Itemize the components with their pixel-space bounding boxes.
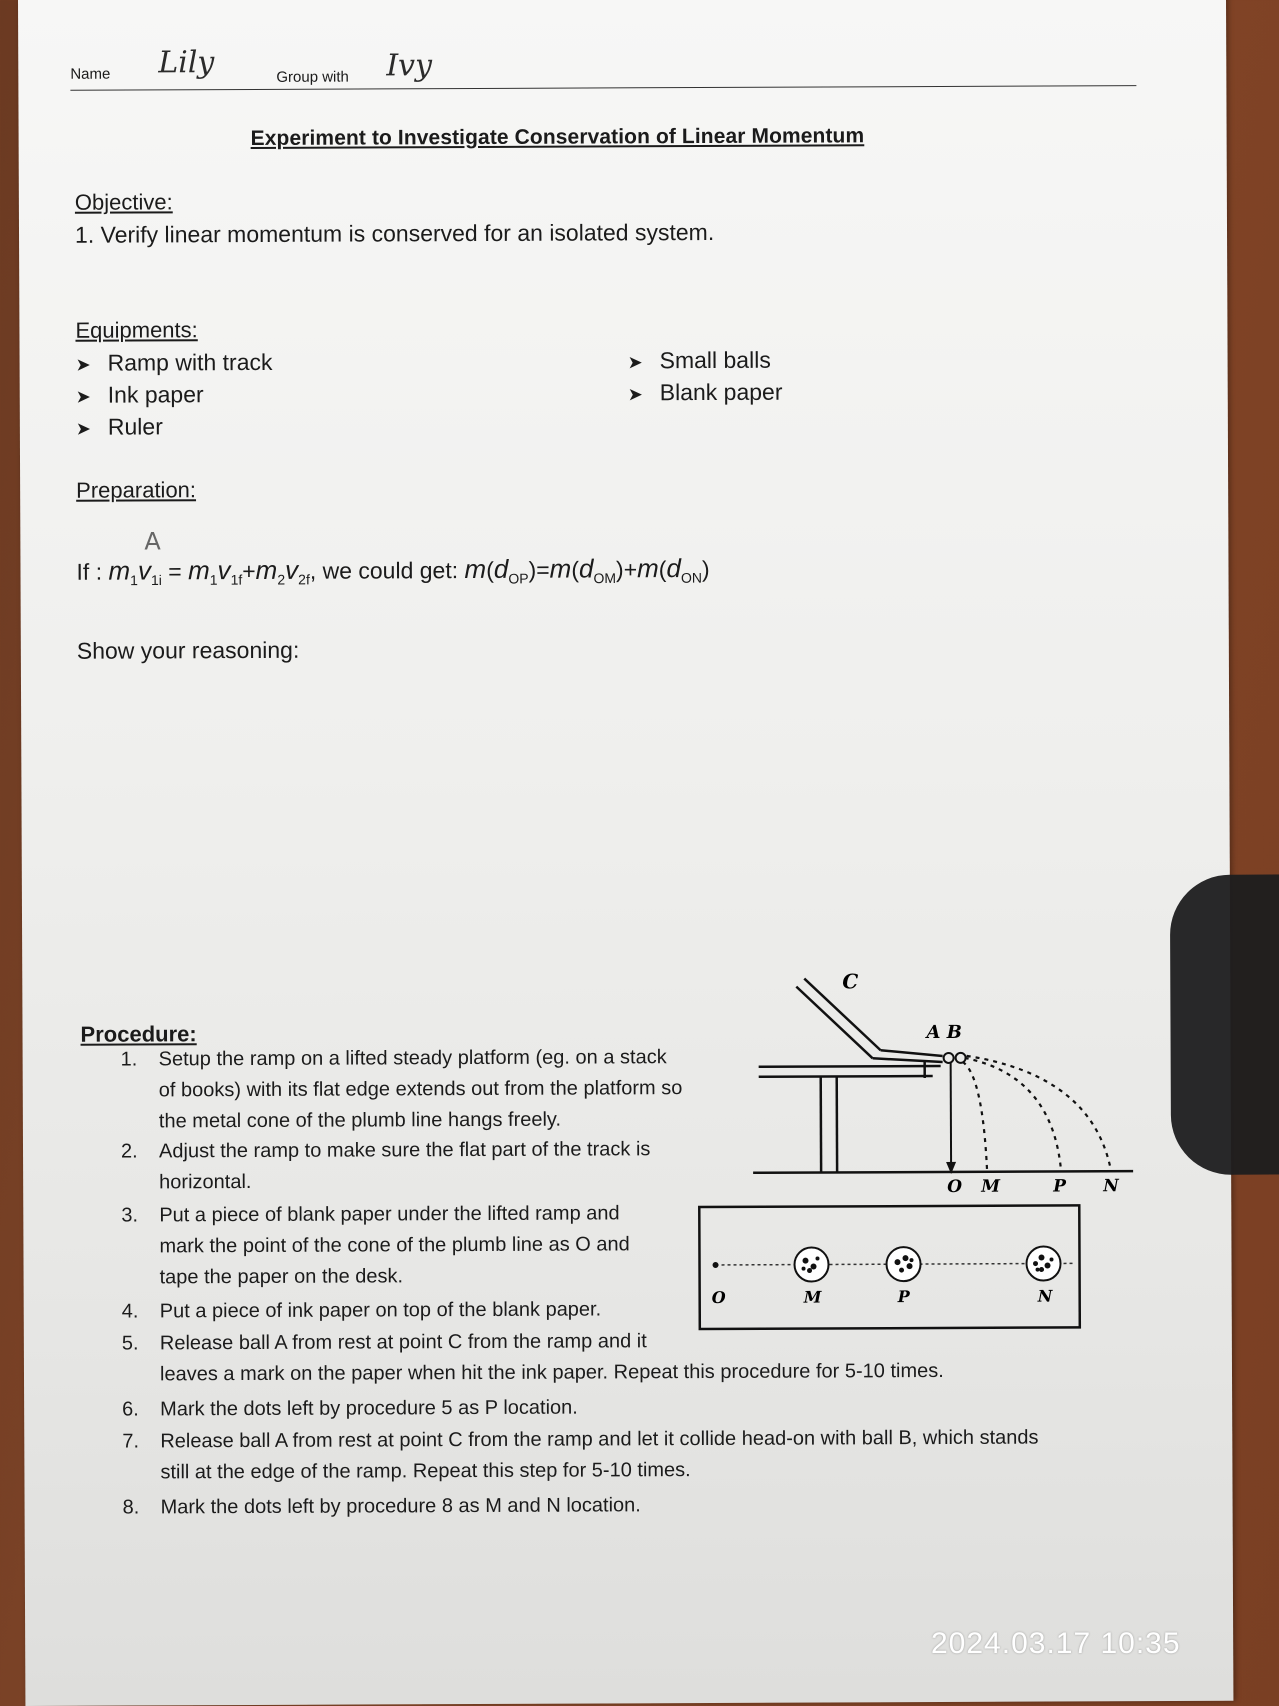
- preparation-heading: Preparation:: [76, 477, 197, 503]
- name-handwriting: Lily: [158, 45, 215, 81]
- arrow-bullet-icon: ➤: [627, 352, 643, 373]
- equipment-heading: Equipments:: [75, 317, 198, 343]
- arrow-bullet-icon: ➤: [627, 384, 643, 405]
- procedure-step: 2. Adjust the ramp to make sure the flat part of the track is horizontal.: [120, 1138, 651, 1194]
- equipment-item: ➤ Ink paper: [75, 381, 204, 408]
- dark-object-shadow: [1170, 874, 1279, 1175]
- paper-label-p: P: [897, 1287, 910, 1307]
- procedure-step: 5. Release ball A from rest at point C from the ramp and it leaves a mark on the paper when hit the ink paper. Repeat this procedure for 5-10 times.: [121, 1330, 944, 1386]
- mark-cluster-p: [886, 1247, 920, 1281]
- floor-label-m: M: [981, 1176, 1001, 1197]
- floor-label-o: O: [947, 1176, 963, 1197]
- arrow-bullet-icon: ➤: [75, 418, 92, 439]
- procedure-step: 3. Put a piece of blank paper under the lifted ramp and mark the point of the cone of the plumb line as O and tape the paper on the desk.: [121, 1202, 630, 1289]
- objective-heading: Objective:: [74, 189, 173, 215]
- paper-label-o: O: [711, 1287, 726, 1307]
- group-label: Group with: [276, 68, 349, 86]
- handwritten-annotation: A: [144, 527, 161, 556]
- equipment-item: ➤ Small balls: [627, 346, 771, 374]
- floor-label-p: P: [1053, 1176, 1067, 1197]
- reasoning-prompt: Show your reasoning:: [76, 636, 300, 664]
- group-handwriting: Ivy: [386, 48, 433, 84]
- arrow-bullet-icon: ➤: [75, 354, 91, 375]
- paper-label-m: M: [803, 1287, 822, 1307]
- equipment-item: ➤ Ruler: [75, 413, 163, 440]
- floor-label-n: N: [1103, 1176, 1119, 1197]
- page-title: Experiment to Investigate Conservation of Linear Momentum: [250, 124, 865, 150]
- mark-cluster-n: [1026, 1246, 1060, 1280]
- procedure-step: 6. Mark the dots left by procedure 5 as P location.: [122, 1396, 578, 1421]
- arrow-bullet-icon: ➤: [75, 386, 91, 407]
- procedure-step: 4. Put a piece of ink paper on top of the blank paper.: [121, 1298, 602, 1323]
- paper-label-n: N: [1037, 1286, 1053, 1306]
- procedure-step: 8. Mark the dots left by procedure 8 as M and N location.: [122, 1494, 641, 1519]
- equipment-item: ➤ Blank paper: [627, 378, 783, 406]
- label-ab: A B: [926, 1021, 963, 1044]
- momentum-apparatus-diagram: [682, 965, 1154, 1337]
- equipment-item: ➤ Ramp with track: [75, 348, 273, 376]
- ramp-drawing: [752, 977, 1133, 1173]
- name-label: Name: [70, 65, 111, 83]
- procedure-heading: Procedure:: [80, 1021, 197, 1047]
- worksheet-paper: [18, 0, 1233, 1706]
- procedure-step: 7. Release ball A from rest at point C from the ramp and let it collide head-on with ball B, which stands still at the edge of the ramp. Repeat this step for 5-10 times.: [122, 1426, 1039, 1484]
- procedure-step: 1. Setup the ramp on a lifted steady platform (eg. on a stack of books) with its flat edge extends out from the platform so the metal cone of the plumb line hangs freely.: [120, 1046, 683, 1133]
- name-line: [70, 55, 1136, 91]
- label-c: C: [842, 969, 859, 994]
- objective-item: 1. Verify linear momentum is conserved for an isolated system.: [74, 218, 715, 248]
- momentum-formula: If : $m_1v_{1i} = m_1v_{1f}+m_2v_{2f}$, we could get: $m(d_{OP})=m(d_{OM})+m(d_{ON})$: [76, 553, 710, 589]
- photo-timestamp: 2024.03.17 10:35: [931, 1627, 1181, 1660]
